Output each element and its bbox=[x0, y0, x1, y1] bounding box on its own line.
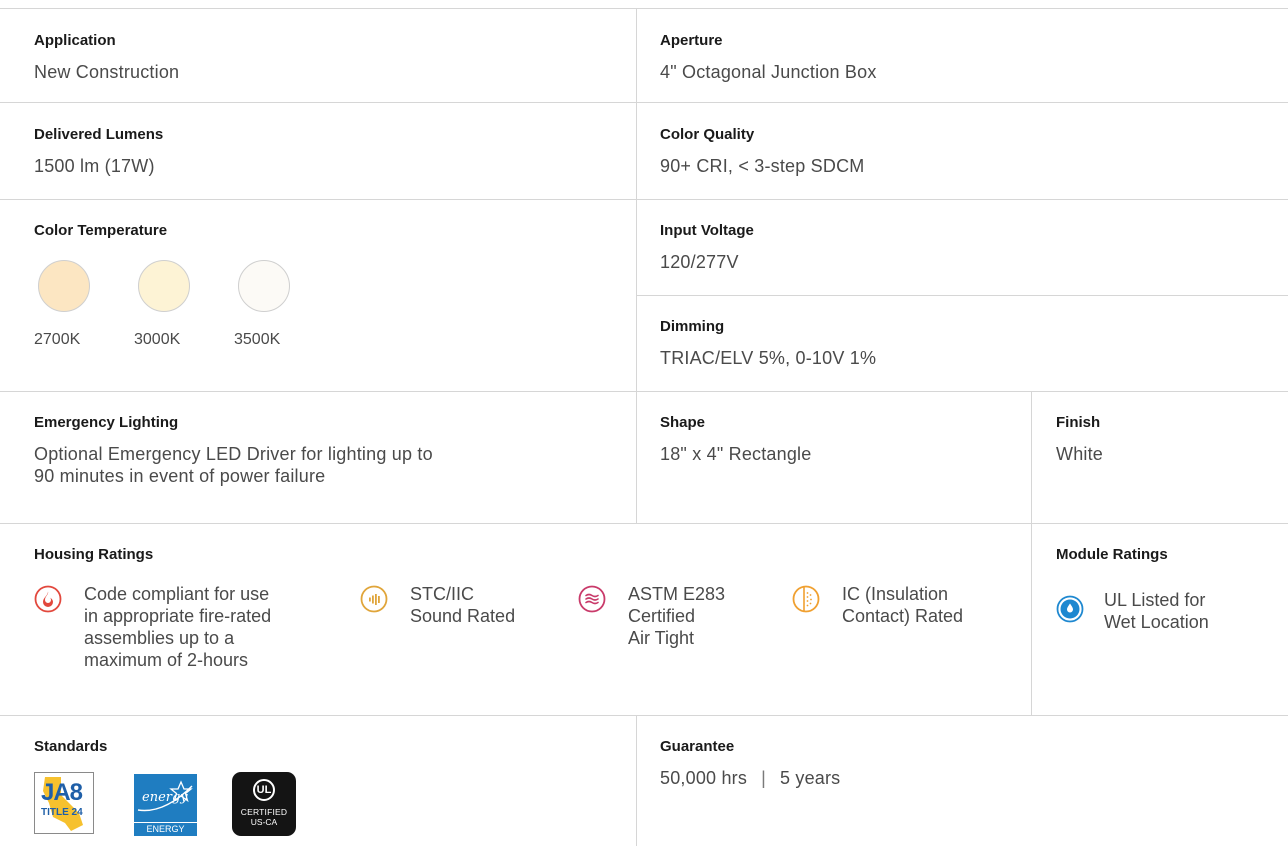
input-voltage-label: Input Voltage bbox=[660, 222, 754, 239]
application-label: Application bbox=[34, 32, 116, 49]
standards-label: Standards bbox=[34, 738, 108, 755]
divider bbox=[636, 295, 1288, 296]
input-voltage-value: 120/277V bbox=[660, 252, 739, 272]
shape-cell bbox=[660, 414, 811, 465]
divider bbox=[0, 523, 1288, 524]
rating-line: Code compliant for use bbox=[84, 584, 270, 604]
emergency-value bbox=[34, 443, 433, 487]
module-ratings-list bbox=[1056, 589, 1209, 633]
rating-line: assemblies up to a bbox=[84, 628, 235, 648]
ja8-title24-logo bbox=[34, 772, 94, 834]
emergency-cell bbox=[34, 414, 433, 487]
ul-mark-text: UL bbox=[256, 784, 272, 796]
standards-cell bbox=[34, 738, 107, 756]
shape-label: Shape bbox=[660, 414, 706, 431]
module-ratings-cell bbox=[1056, 546, 1209, 633]
rating-line: ASTM E283 bbox=[628, 584, 726, 604]
application-cell bbox=[34, 32, 179, 83]
rating-line: UL Listed for bbox=[1104, 590, 1206, 610]
rating-text bbox=[410, 583, 515, 627]
emergency-label: Emergency Lighting bbox=[34, 414, 179, 431]
rating-wet-location bbox=[1056, 589, 1209, 633]
rating-line: in appropriate fire-rated bbox=[84, 606, 272, 626]
aperture-label: Aperture bbox=[660, 32, 723, 49]
emergency-value-line: 90 minutes in event of power failure bbox=[34, 466, 326, 486]
swatch-label: 2700K bbox=[34, 331, 81, 348]
ul-mark-icon bbox=[253, 779, 275, 801]
rating-line: maximum of 2-hours bbox=[84, 650, 249, 670]
rating-text bbox=[842, 583, 963, 627]
divider bbox=[636, 715, 637, 846]
rating-fire bbox=[34, 583, 360, 671]
swatch-label: 3500K bbox=[234, 331, 281, 348]
ul-certified-text: CERTIFIED bbox=[240, 807, 288, 817]
dimming-cell bbox=[660, 318, 876, 369]
insulation-icon bbox=[792, 585, 820, 613]
rating-line: Contact) Rated bbox=[842, 606, 964, 626]
swatch-3000k[interactable] bbox=[134, 260, 234, 349]
divider bbox=[0, 102, 1288, 103]
aperture-cell bbox=[660, 32, 877, 83]
guarantee-years: 5 years bbox=[779, 768, 841, 788]
swatch-circle bbox=[238, 260, 290, 312]
rating-line: IC (Insulation bbox=[842, 584, 949, 604]
rating-text bbox=[628, 583, 725, 649]
divider bbox=[636, 8, 637, 523]
shape-value: 18" x 4" Rectangle bbox=[660, 444, 812, 464]
swatch-circle bbox=[138, 260, 190, 312]
ul-certified-logo bbox=[232, 772, 296, 836]
guarantee-value bbox=[660, 767, 840, 789]
rating-text bbox=[1104, 589, 1209, 633]
guarantee-separator: | bbox=[761, 768, 766, 788]
emergency-value-line: Optional Emergency LED Driver for lighting up to bbox=[34, 444, 433, 464]
color-quality-value: 90+ CRI, < 3-step SDCM bbox=[660, 156, 865, 176]
energy-star-caption: ENERGY STAR bbox=[134, 822, 197, 836]
lumens-value: 1500 lm (17W) bbox=[34, 156, 155, 176]
housing-ratings-cell bbox=[34, 546, 1024, 671]
swatch-3500k[interactable] bbox=[234, 260, 334, 349]
input-voltage-cell bbox=[660, 222, 754, 273]
ul-region-text: US-CA bbox=[250, 817, 278, 827]
flame-icon bbox=[34, 585, 62, 613]
rating-line: Sound Rated bbox=[410, 606, 516, 626]
color-temperature-swatches bbox=[34, 260, 334, 349]
sound-icon bbox=[360, 585, 388, 613]
guarantee-label: Guarantee bbox=[660, 738, 735, 755]
rating-line: Air Tight bbox=[628, 628, 695, 648]
air-icon bbox=[578, 585, 606, 613]
swatch-2700k[interactable] bbox=[34, 260, 134, 349]
housing-ratings-list bbox=[34, 583, 1024, 671]
guarantee-hours: 50,000 hrs bbox=[660, 768, 748, 788]
finish-label: Finish bbox=[1056, 414, 1101, 431]
ja8-text: JA8 bbox=[41, 779, 83, 806]
finish-value: White bbox=[1056, 444, 1104, 464]
finish-cell bbox=[1056, 414, 1103, 465]
water-drop-icon bbox=[1056, 595, 1084, 623]
title24-text: TITLE 24 bbox=[41, 807, 83, 818]
dimming-value: TRIAC/ELV 5%, 0-10V 1% bbox=[660, 348, 877, 368]
lumens-cell bbox=[34, 126, 163, 177]
aperture-value: 4" Octagonal Junction Box bbox=[660, 62, 877, 82]
divider bbox=[1031, 391, 1032, 715]
energy-star-logo bbox=[134, 774, 197, 847]
rating-sound bbox=[360, 583, 578, 671]
divider bbox=[0, 715, 1288, 716]
swatch-circle bbox=[38, 260, 90, 312]
divider bbox=[0, 391, 1288, 392]
divider bbox=[0, 8, 1288, 9]
divider bbox=[0, 199, 1288, 200]
guarantee-cell bbox=[660, 738, 840, 789]
swatch-label: 3000K bbox=[134, 331, 181, 348]
rating-text bbox=[84, 583, 271, 671]
dimming-label: Dimming bbox=[660, 318, 725, 335]
energy-script: energy bbox=[142, 790, 188, 805]
color-temperature-cell bbox=[34, 222, 334, 349]
rating-line: Wet Location bbox=[1104, 612, 1209, 632]
color-temperature-label: Color Temperature bbox=[34, 222, 168, 239]
rating-line: STC/IIC bbox=[410, 584, 475, 604]
application-value: New Construction bbox=[34, 62, 180, 82]
rating-air-tight bbox=[578, 583, 792, 671]
housing-ratings-label: Housing Ratings bbox=[34, 546, 154, 563]
rating-insulation bbox=[792, 583, 1018, 671]
lumens-label: Delivered Lumens bbox=[34, 126, 164, 143]
module-ratings-label: Module Ratings bbox=[1056, 546, 1168, 563]
color-quality-label: Color Quality bbox=[660, 126, 755, 143]
color-quality-cell bbox=[660, 126, 864, 177]
rating-line: Certified bbox=[628, 606, 696, 626]
